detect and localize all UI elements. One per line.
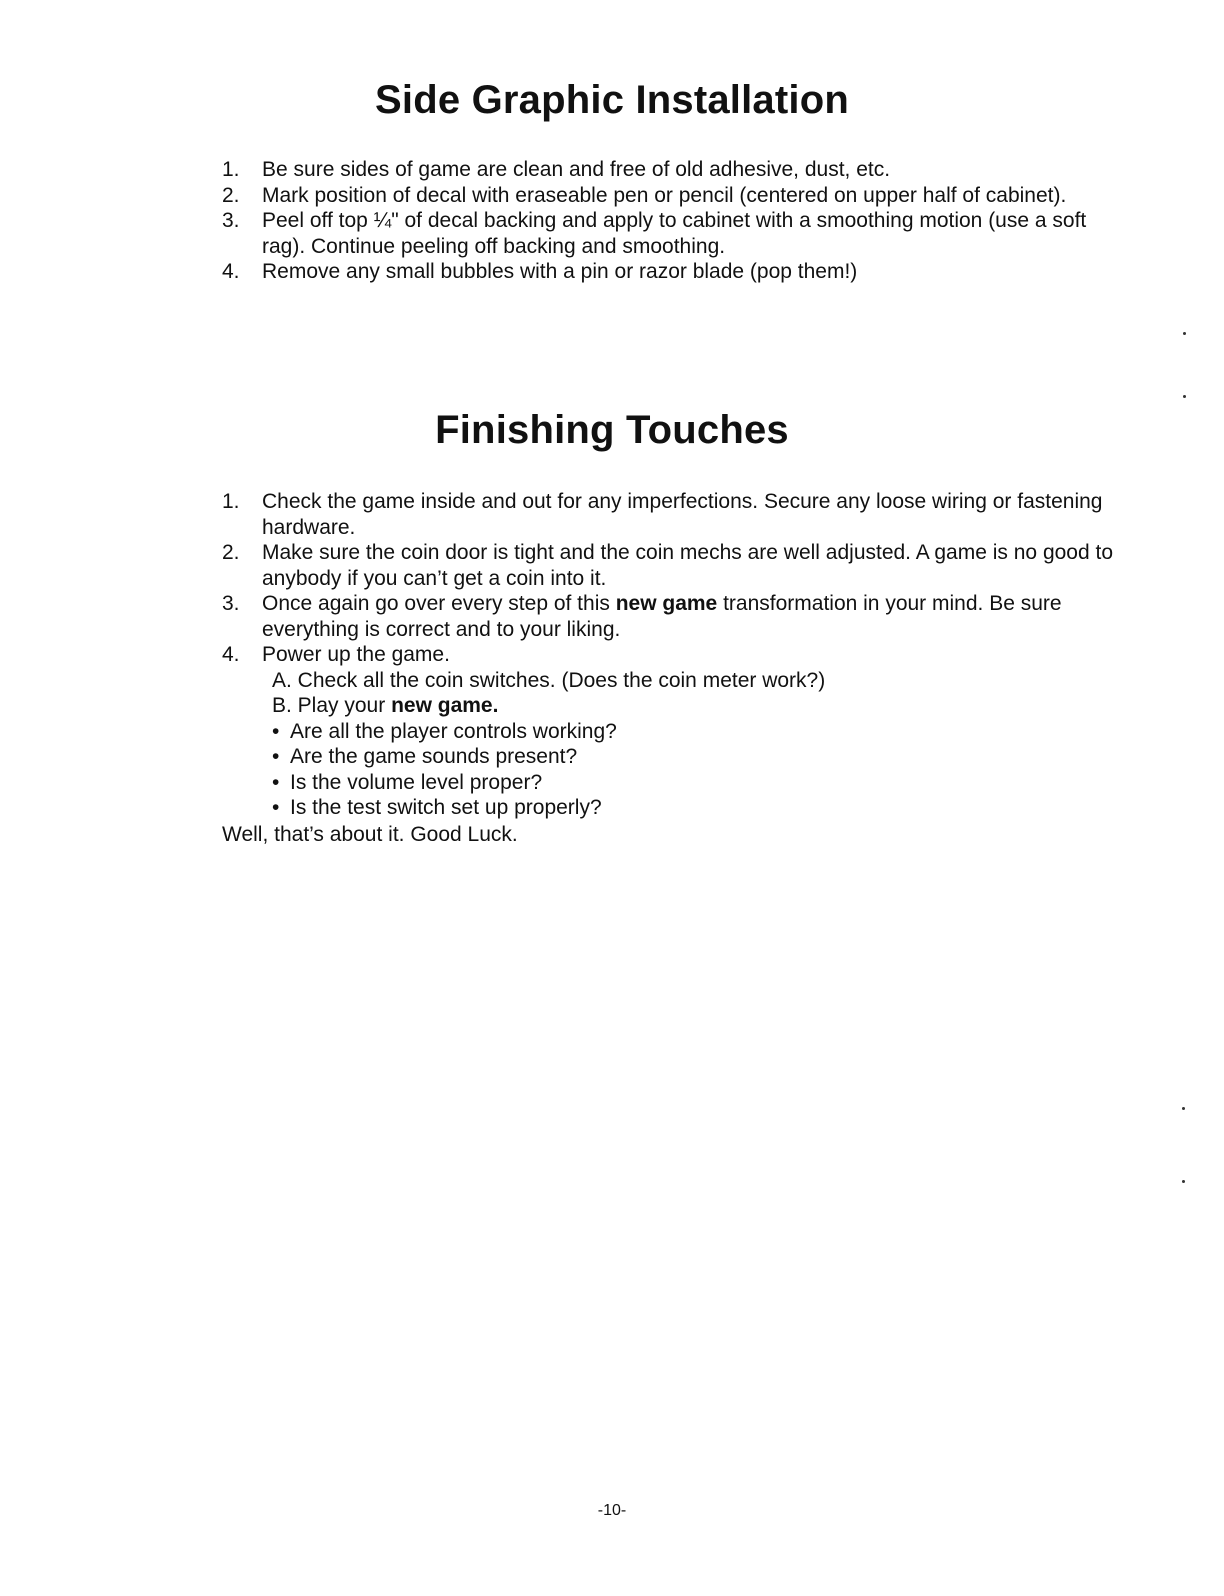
step-text: Remove any small bubbles with a pin or razor blade (pop them!) xyxy=(262,260,858,283)
step-number: 1. xyxy=(222,158,240,181)
section-title-finishing-touches: Finishing Touches xyxy=(435,408,789,452)
step-number: 1. xyxy=(222,490,240,513)
checklist-text: Are the game sounds present? xyxy=(290,745,578,768)
substep-b xyxy=(262,693,1122,719)
bullet-icon: • xyxy=(272,719,280,743)
checklist-text: Is the volume level proper? xyxy=(290,770,543,794)
list-item xyxy=(222,183,1122,209)
bullet-icon: • xyxy=(272,745,280,768)
closing-remark: Well, that’s about it. Good Luck. xyxy=(222,823,518,846)
step-number: 4. xyxy=(222,260,240,283)
step-text: Mark position of decal with eraseable pen or pencil (centered on upper half of cabinet). xyxy=(262,183,1067,207)
list-item xyxy=(222,591,1122,642)
list-item xyxy=(222,540,1122,591)
list-item xyxy=(222,208,1122,259)
scan-speck-icon xyxy=(1183,395,1186,398)
checklist-text: Are all the player controls working? xyxy=(290,719,617,743)
step-text: Make sure the coin door is tight and the coin mechs are well adjusted. A game is no good to anybody if you can’t get a coin into it. xyxy=(262,541,1114,590)
step-number: 4. xyxy=(222,643,240,666)
step-number: 3. xyxy=(222,209,240,232)
step-number: 2. xyxy=(222,541,240,564)
step-text-before: Once again go over every step of this xyxy=(262,592,616,615)
step-text: Be sure sides of game are clean and free of old adhesive, dust, etc. xyxy=(262,158,891,181)
checklist-text: Is the test switch set up properly? xyxy=(290,796,602,819)
step-text: Peel off top ¼" of decal backing and apply to cabinet with a smoothing motion (use a soft rag). Continue peeling off backing and smoothing. xyxy=(262,209,1087,258)
finishing-touches-steps xyxy=(222,489,1122,821)
step-number: 2. xyxy=(222,183,240,207)
substep-a: A. Check all the coin switches. (Does the coin meter work?) xyxy=(272,668,826,692)
scan-speck-icon xyxy=(1182,1180,1185,1183)
list-item xyxy=(222,259,1122,285)
step-text-after: transformation in your mind. Be sure everything is correct and to your liking. xyxy=(262,592,1062,641)
scan-speck-icon xyxy=(1182,1107,1185,1110)
step-text: Power up the game. xyxy=(262,643,450,666)
side-graphic-steps xyxy=(222,157,1122,285)
emphasis-new-game: new game xyxy=(615,592,718,615)
step-text: Check the game inside and out for any imperfections. Secure any loose wiring or fastening hardware. xyxy=(262,490,1103,539)
checklist-item xyxy=(262,744,1122,770)
checklist-item xyxy=(262,719,1122,745)
emphasis-new-game: new game. xyxy=(391,694,499,717)
list-item xyxy=(222,157,1122,183)
substep-b-prefix: B. Play your xyxy=(272,694,392,717)
checklist-item xyxy=(262,795,1122,821)
list-item xyxy=(222,489,1122,540)
checklist-item xyxy=(262,770,1122,796)
bullet-icon: • xyxy=(272,770,280,794)
step-number: 3. xyxy=(222,592,240,615)
scan-speck-icon xyxy=(1183,332,1186,335)
bullet-icon: • xyxy=(272,796,280,819)
page-number: -10- xyxy=(597,1502,627,1519)
section-title-side-graphic: Side Graphic Installation xyxy=(375,78,849,122)
list-item xyxy=(222,642,1122,821)
